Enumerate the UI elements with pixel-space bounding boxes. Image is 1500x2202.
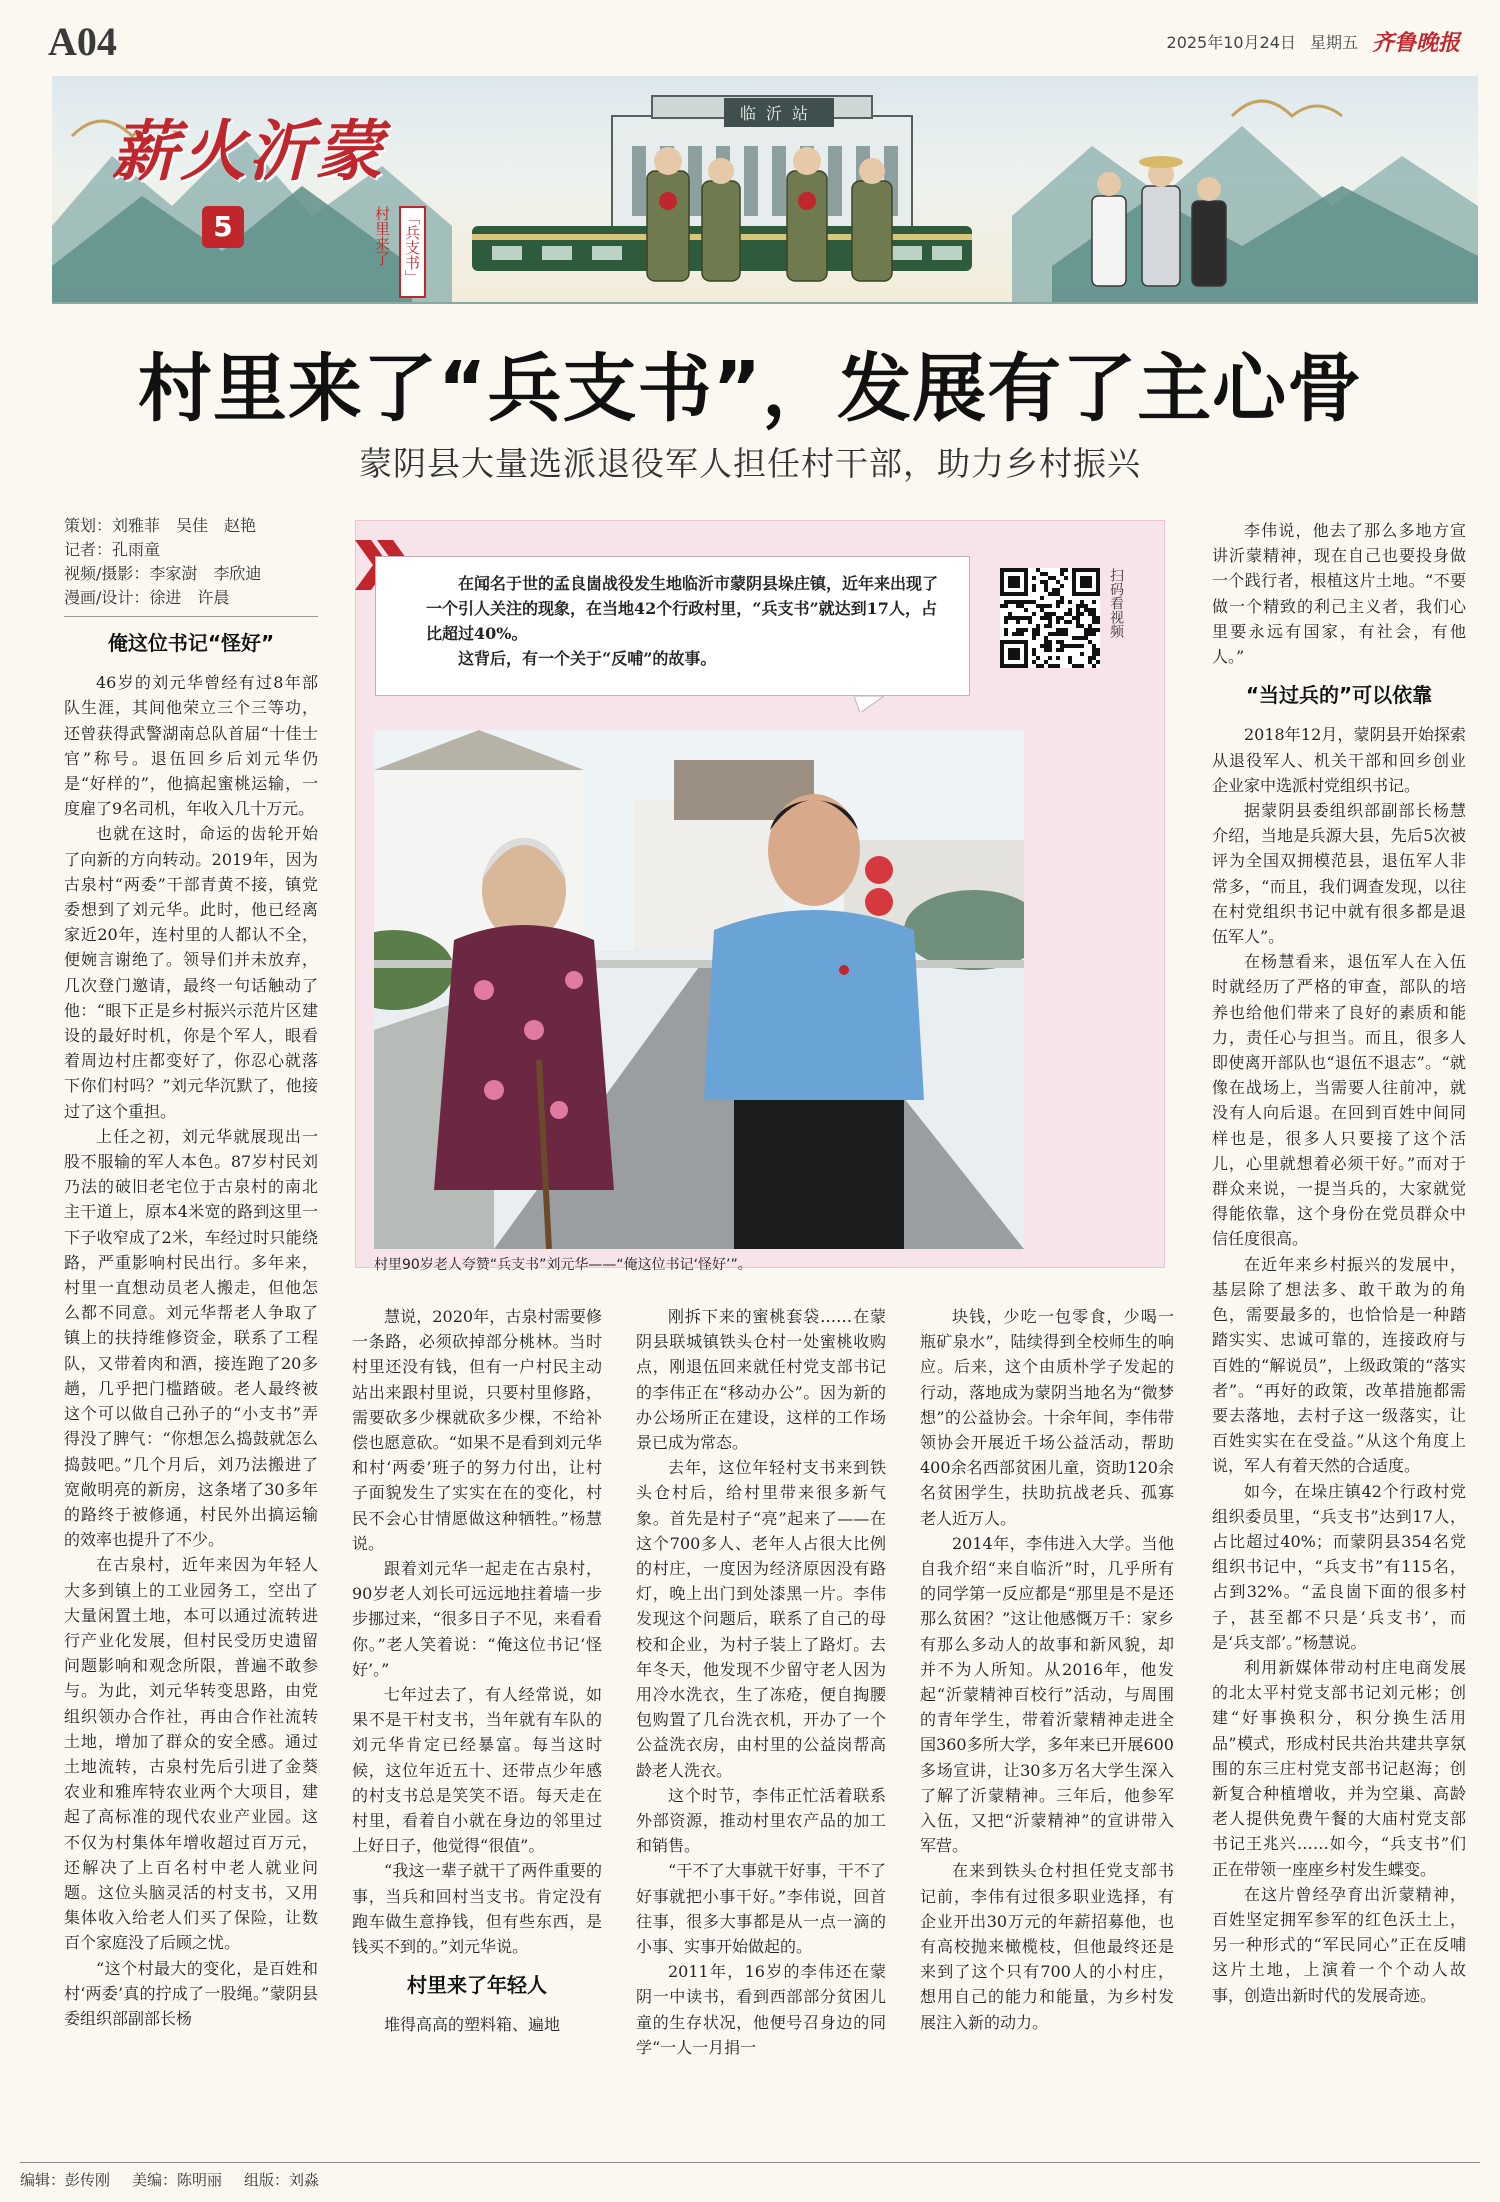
article-subhead: 蒙阴县大量选派退役军人担任村干部，助力乡村振兴: [359, 444, 1141, 483]
body-paragraph: 2014年，李伟进入大学。当他自我介绍“来自临沂”时，几乎所有的同学第一反应都是“那里是不是还那么贫困？”这让他感慨万千：家乡有那么多动人的故事和新风貌，却并不为人所知。从2016年，他发起“沂蒙精神百校行”活动，与周围的青年学生，带着沂蒙精神走进全国360多所大学，多年来已开展600多场宣讲，让30多万名大学生深入了解了沂蒙精神。三年后，他参军入伍，又把“沂蒙精神”的宣讲带入军营。: [920, 1533, 1174, 1856]
intro-paragraph: 在闻名于世的孟良崮战役发生地临沂市蒙阴县垛庄镇，近年来出现了一个引人关注的现象，在当地42个行政村里，“兵支书”就达到17人，占比超过40%。: [426, 574, 939, 643]
intro-text-box: [375, 556, 970, 696]
article-column-4: [920, 1304, 1174, 2035]
body-paragraph: “我这一辈子就干了两件重要的事，当兵和回村当支书。肯定没有跑车做生意挣钱，但有些东西，是钱买不到的。”刘元华说。: [352, 1861, 602, 1957]
footer-proof: 组版：刘淼: [244, 2171, 320, 2189]
page-number: A04: [48, 19, 117, 64]
station-sign: 临沂站: [724, 98, 834, 127]
credit-line: 策划：刘雅菲 吴佳 赵艳: [64, 516, 257, 535]
body-paragraph: “干不了大事就干好事，干不了好事就把小事干好。”李伟说，回首往事，很多大事都是从一点一滴的小事、实事开始做起的。: [636, 1861, 886, 1957]
body-paragraph: 2011年，16岁的李伟还在蒙阴一中读书，看到西部部分贫困儿童的生存状况，他便号召身边的同学“一人一月捐一: [636, 1962, 886, 2057]
article-photo: [374, 730, 1024, 1249]
body-paragraph: 利用新媒体带动村庄电商发展的北太平村党支部书记刘元彬；创建“好事换积分，积分换生活用品”模式，形成村民共治共建共享氛围的东三庄村党支部书记赵海；创新复合种植增收，并为空巢、高龄老人提供免费午餐的大庙村党支部书记王兆兴……如今，“兵支书”们正在带领一座座乡村发生蝶变。: [1212, 1657, 1466, 1879]
series-number: 5: [202, 206, 244, 248]
article-credits: [64, 514, 318, 617]
series-tag-sub: 村里来了: [373, 206, 391, 266]
issue-meta: [1167, 26, 1460, 57]
body-paragraph: 慧说，2020年，古泉村需要修一条路，必须砍掉部分桃林。当时村里还没有钱，但有一户村民主动站出来跟村里说，只要村里修路，需要砍多少棵就砍多少棵，不给补偿也愿意砍。“如果不是看到刘元华和村‘两委’班子的努力付出，让村子面貌发生了实实在在的变化，村民不会心甘情愿做这种牺牲。”杨慧说。: [352, 1307, 602, 1553]
page-footer: [20, 2162, 1480, 2190]
article-column-2: [352, 1304, 602, 2038]
series-tag-main: 「兵支书」: [399, 206, 426, 298]
scan-video-label: 扫码看视频: [1108, 568, 1124, 638]
body-paragraph: 在来到铁头仓村担任党支部书记前，李伟有过很多职业选择，有企业开出30万元的年薪招募他，也有高校抛来橄榄枝，但他最终还是来到了这个只有700人的小村庄，想用自己的能力和能量，为乡村发展注入新的动力。: [920, 1861, 1174, 2032]
article-column-3: [636, 1304, 886, 2060]
footer-art-editor: 美编：陈明丽: [132, 2171, 223, 2189]
body-paragraph: 跟着刘元华一起走在古泉村，90岁老人刘长可远远地拄着墙一步步挪过来，“很多日子不见，来看看你。”老人笑着说：“俺这位书记‘怪好’。”: [352, 1559, 602, 1679]
body-paragraph: 46岁的刘元华曾经有过8年部队生涯，其间他荣立三个三等功，还曾获得武警湖南总队首届“十佳士官”称号。退伍回乡后刘元华仍是“好样的”，他搞起蜜桃运输，一度雇了9名司机，年收入几十万元。: [64, 673, 318, 819]
body-paragraph: 去年，这位年轻村支书来到铁头仓村后，给村里带来很多新气象。首先是村子“亮”起来了——在这个700多人、老年人占很大比例的村庄，一度因为经济原因没有路灯，晚上出门到处漆黑一片。李伟发现这个问题后，联系了自己的母校和企业，为村子装上了路灯。去年冬天，他发现不少留守老人因为用冷水洗衣，生了冻疮，便自掏腰包购置了几台洗衣机，开办了一个公益洗衣房，由村里的公益岗帮高龄老人洗衣。: [636, 1458, 886, 1780]
body-paragraph: 刚拆下来的蜜桃套袋……在蒙阴县联城镇铁头仓村一处蜜桃收购点，刚退伍回来就任村党支部书记的李伟正在“移动办公”。因为新的办公场所正在建设，这样的工作场景已成为常态。: [636, 1307, 886, 1453]
qr-code-icon[interactable]: [1000, 568, 1100, 668]
credit-line: 视频/摄影：李家澍 李欣迪: [64, 564, 262, 583]
issue-weekday: 星期五: [1309, 33, 1358, 52]
section-heading: 村里来了年轻人: [407, 1973, 547, 1998]
body-paragraph: 据蒙阴县委组织部副部长杨慧介绍，当地是兵源大县，先后5次被评为全国双拥模范县，退伍军人非常多，“而且，我们调查发现，以往在村党组织书记中就有很多都是退伍军人”。: [1212, 801, 1466, 947]
body-paragraph: 如今，在垛庄镇42个行政村党组织委员里，“兵支书”达到17人，占比超过40%；而蒙阴县354名党组织书记中，“兵支书”有115名，占到32%。“孟良崮下面的很多村子，甚至都不只是‘兵支书’，而是‘兵支部’。”杨慧说。: [1212, 1481, 1466, 1652]
credit-line: 漫画/设计：徐进 许晨: [64, 588, 230, 607]
body-paragraph: 堆得高高的塑料箱、遍地: [384, 2015, 561, 2035]
body-paragraph: 在近年来乡村振兴的发展中，基层除了想法多、敢干敢为的角色，需要最多的，也恰恰是一种踏踏实实、忠诚可靠的，连接政府与百姓的“解说员”，上级政策的“落实者”。“再好的政策，改革措施都需要去落地，去村子这一级落实，让百姓实实在在受益。”从这个角度上说，军人有着天然的合适度。: [1212, 1254, 1466, 1476]
footer-editor: 编辑：彭传刚: [20, 2171, 111, 2189]
body-paragraph: 2018年12月，蒙阴县开始探索从退役军人、机关干部和回乡创业企业家中选派村党组织书记。: [1212, 725, 1466, 795]
section-heading: “当过兵的”可以依靠: [1245, 683, 1433, 708]
body-paragraph: 块钱，少吃一包零食，少喝一瓶矿泉水”，陆续得到全校师生的响应。后来，这个由质朴学子发起的行动，落地成为蒙阴当地名为“微梦想”的公益协会。十余年间，李伟带领协会开展近千场公益活动，帮助400余名西部贫困儿童，资助120余名贫困学生，扶助抗战老兵、孤寡老人近万人。: [920, 1307, 1174, 1528]
series-title: 薪火沂蒙: [112, 112, 384, 190]
credit-line: 记者：孔雨童: [64, 540, 161, 559]
body-paragraph: 在这片曾经孕育出沂蒙精神，百姓坚定拥军参军的红色沃土上，另一种形式的“军民同心”正在反哺这片土地，上演着一个个动人故事，创造出新时代的发展奇迹。: [1212, 1884, 1466, 2005]
series-tag: [372, 206, 438, 298]
newspaper-logo: 齐鲁晚报: [1371, 30, 1460, 56]
body-paragraph: 上任之初，刘元华就展现出一股不服输的军人本色。87岁村民刘乃法的破旧老宅位于古泉村的南北主干道上，原本4米宽的路到这里一下子收窄成了2米，车经过时只能绕路，严重影响村民出行。多年来，村里一直想动员老人搬走，但他怎么都不同意。刘元华帮老人争取了镇上的扶持维修资金，联系了工程队，又带着肉和酒，接连跑了20多趟，几乎把门槛踏破。老人最终被这个可以做自己孙子的“小支书”弄得没了脾气：“你想怎么捣鼓就怎么捣鼓吧。”几个月后，刘乃法搬进了宽敞明亮的新房，这条堵了30多年的路终于被修通，村民外出搞运输的效率也提升了不少。: [64, 1126, 318, 1550]
series-banner: [52, 76, 1478, 304]
speech-tail: [854, 695, 884, 712]
body-paragraph: 七年过去了，有人经常说，如果不是干村支书，当年就有车队的刘元华肯定已经暴富。每当这时候，这位年近五十、还带点少年感的村支书总是笑笑不语。每天走在村里，看着自小就在身边的邻里过上好日子，他觉得“很值”。: [352, 1685, 602, 1856]
body-paragraph: 在杨慧看来，退伍军人在入伍时就经历了严格的审查，部队的培养也给他们带来了良好的素质和能力，责任心与担当。而且，很多人即使离开部队也“退伍不退志”。“就像在战场上，当需要人往前冲，就没有人向后退。在回到百姓中间同样也是，很多人只要接了这个活儿，心里就想着必须干好。”而对于群众来说，一提当兵的，大家就觉得能依靠，这个身份在党员群众中信任度很高。: [1212, 952, 1466, 1249]
photo-caption: 村里90岁老人夸赞“兵支书”刘元华——“俺这位书记‘怪好’”。: [374, 1257, 752, 1273]
article-column-1: [64, 514, 318, 2031]
issue-date: 2025年10月24日: [1166, 33, 1296, 52]
section-heading: 俺这位书记“怪好”: [107, 631, 275, 655]
body-paragraph: 在古泉村，近年来因为年轻人大多到镇上的工业园务工，空出了大量闲置土地，本可以通过流转进行产业化发展，但村民受历史遗留问题影响和观念所限，普遍不敢参与。为此，刘元华转变思路，由党组织领办合作社，再由合作社流转土地，增加了群众的安全感。通过土地流转，古泉村先后引进了金葵农业和雅库特农业两个大项目，建起了高标准的现代农业产业园。这不仅为村集体年增收超过百万元，还解决了上百名村中老人就业问题。这位头脑灵活的村支书，又用集体收入给老人们买了保险，让数百个家庭没了后顾之忧。: [64, 1555, 318, 1953]
article-headline: 村里来了“兵支书”，发展有了主心骨: [137, 346, 1363, 432]
intro-paragraph: 这背后，有一个关于“反哺”的故事。: [458, 649, 717, 668]
body-paragraph: 李伟说，他去了那么多地方宣讲沂蒙精神，现在自己也要投身做一个践行者，根植这片土地。“不要做一个精致的利己主义者，我们心里要永远有国家，有社会，有他人。”: [1212, 521, 1466, 667]
body-paragraph: 也就在这时，命运的齿轮开始了向新的方向转动。2019年，因为古泉村“两委”干部青黄不接，镇党委想到了刘元华。此时，他已经离家近20年，连村里的人都认不全，便婉言谢绝了。领导们并未放弃，几次登门邀请，最终一句话触动了他：“眼下正是乡村振兴示范片区建设的最好时机，你是个军人，眼看着周边村庄都变好了，你忍心就落下你们村吗？”刘元华沉默了，他接过了这个重担。: [64, 824, 318, 1121]
body-paragraph: “这个村最大的变化，是百姓和村‘两委’真的拧成了一股绳。”蒙阴县委组织部副部长杨: [64, 1958, 318, 2028]
body-paragraph: 这个时节，李伟正忙活着联系外部资源，推动村里农产品的加工和销售。: [636, 1785, 886, 1856]
article-column-5: [1212, 518, 1466, 2008]
